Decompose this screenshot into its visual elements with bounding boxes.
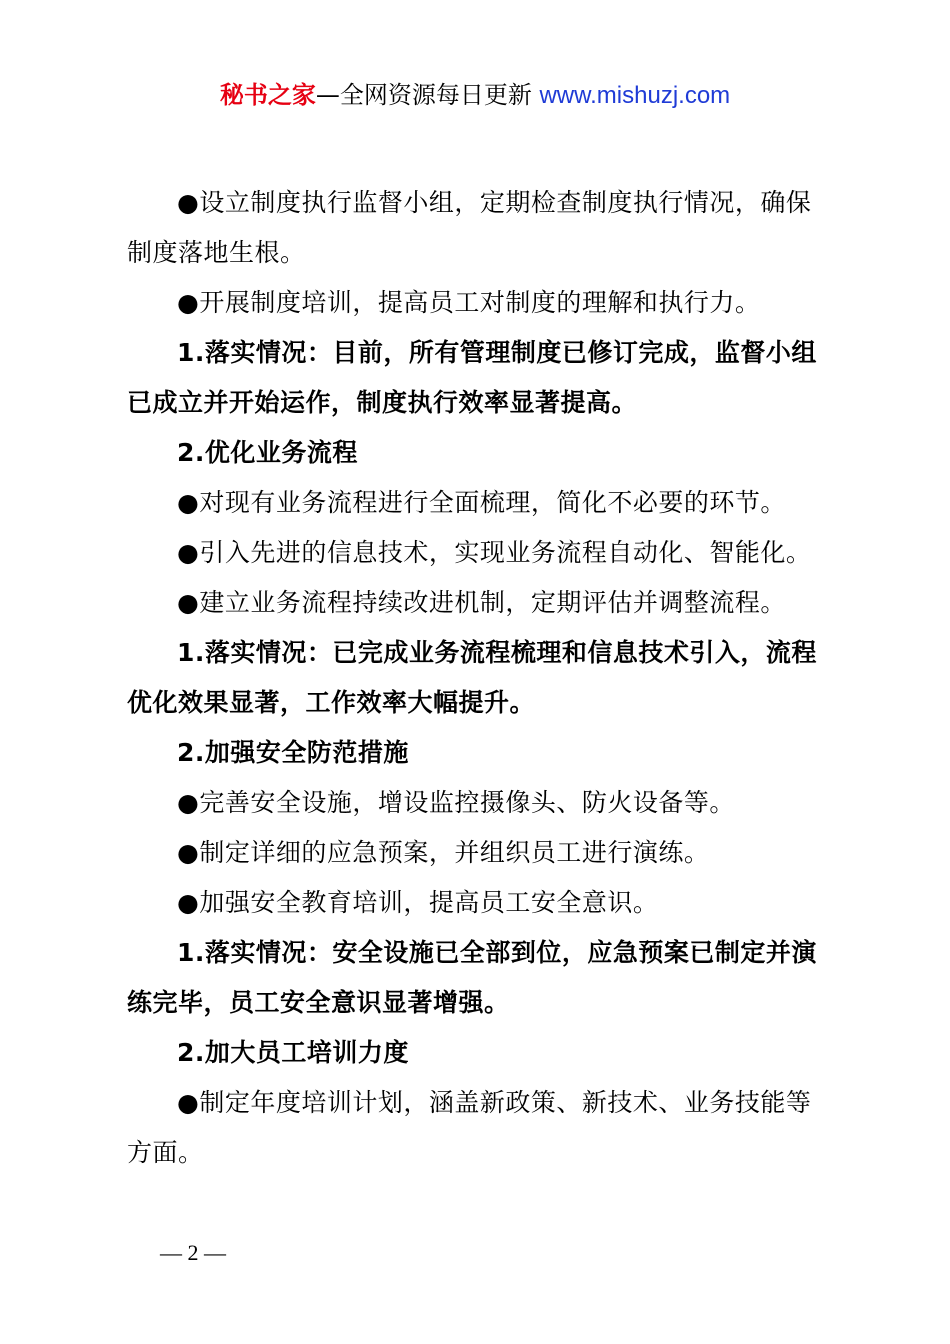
body-paragraph: ●建立业务流程持续改进机制，定期评估并调整流程。 <box>177 588 786 617</box>
body-paragraph: ●完善安全设施，增设监控摄像头、防火设备等。 <box>177 788 735 817</box>
body-paragraph: ●制定年度培训计划，涵盖新政策、新技术、业务技能等方面。 <box>127 1088 812 1167</box>
section-heading-paragraph: 1.落实情况：已完成业务流程梳理和信息技术引入，流程优化效果显著，工作效率大幅提升。 <box>127 638 817 717</box>
document-body <box>127 178 833 1178</box>
body-paragraph: ●引入先进的信息技术，实现业务流程自动化、智能化。 <box>177 538 812 567</box>
body-paragraph: ●制定详细的应急预案，并组织员工进行演练。 <box>177 838 710 867</box>
site-tagline: —全网资源每日更新 <box>315 81 532 109</box>
body-paragraph: ●加强安全教育培训，提高员工安全意识。 <box>177 888 659 917</box>
section-heading-paragraph: 2.优化业务流程 <box>177 438 358 467</box>
section-heading-paragraph: 1.落实情况：目前，所有管理制度已修订完成，监督小组已成立并开始运作，制度执行效率显著提高。 <box>127 338 817 417</box>
site-brand: 秘书之家 <box>219 81 316 109</box>
page-header <box>0 78 950 113</box>
body-paragraph: ●对现有业务流程进行全面梳理，简化不必要的环节。 <box>177 488 786 517</box>
page-number: — 2 — <box>160 1240 226 1265</box>
section-heading-paragraph: 2.加大员工培训力度 <box>177 1038 409 1067</box>
site-url[interactable]: www.mishuzj.com <box>539 82 731 109</box>
section-heading-paragraph: 1.落实情况：安全设施已全部到位，应急预案已制定并演练完毕，员工安全意识显著增强。 <box>127 938 817 1017</box>
section-heading-paragraph: 2.加强安全防范措施 <box>177 738 409 767</box>
body-paragraph: ●设立制度执行监督小组，定期检查制度执行情况，确保制度落地生根。 <box>127 188 812 267</box>
body-paragraph: ●开展制度培训，提高员工对制度的理解和执行力。 <box>177 288 761 317</box>
